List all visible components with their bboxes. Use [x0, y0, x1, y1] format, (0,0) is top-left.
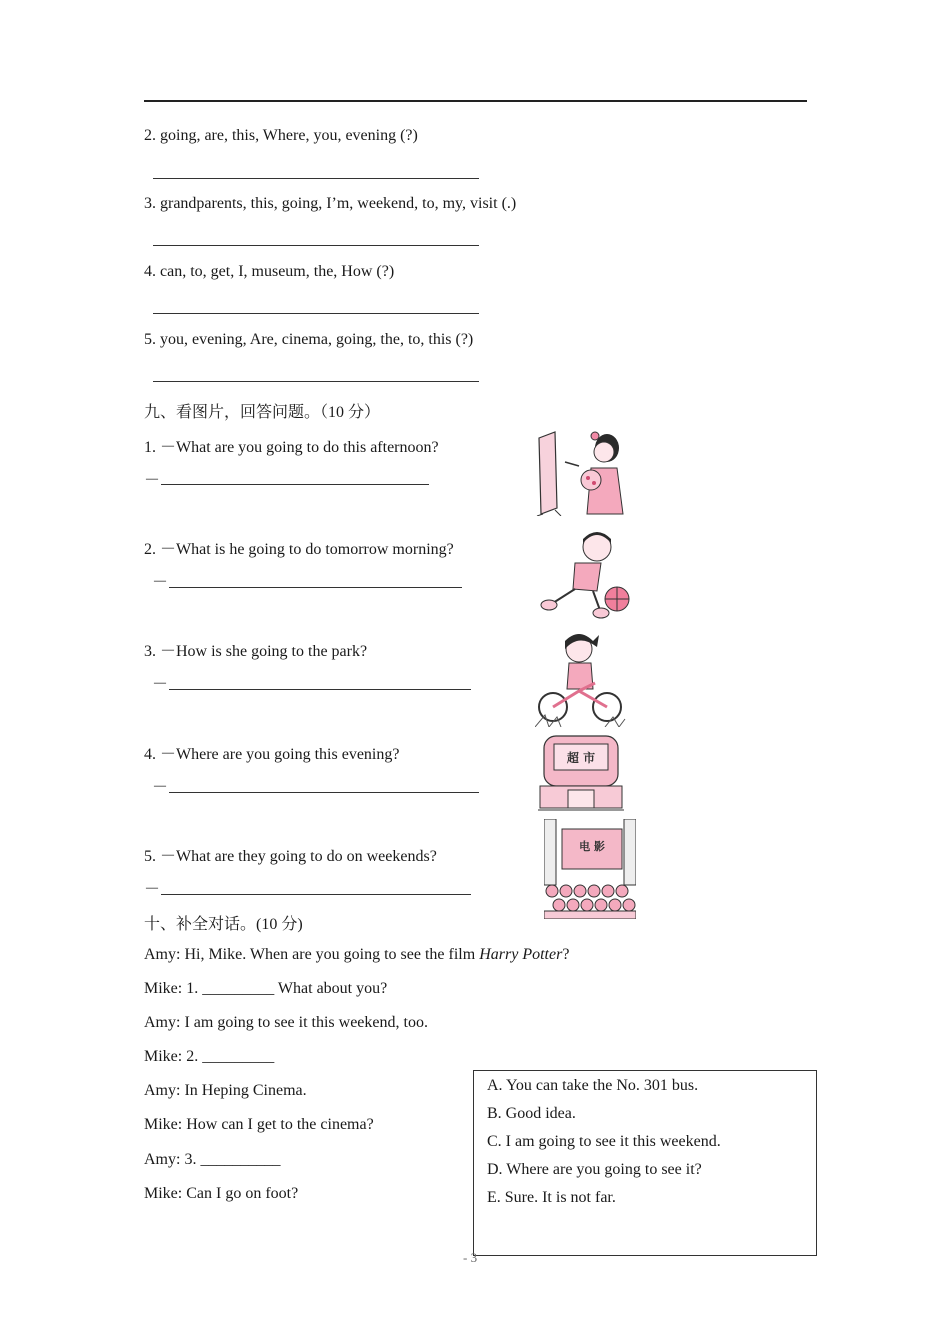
dialogue-line-5: Amy: In Heping Cinema.: [144, 1082, 307, 1099]
dialogue-line-6: Mike: How can I get to the cinema?: [144, 1116, 374, 1133]
page-number: - 3: [463, 1250, 478, 1265]
picture-answer-line-3[interactable]: [169, 689, 471, 690]
dialogue-line-8: Mike: Can I go on foot?: [144, 1185, 299, 1202]
supermarket-picture: [538, 730, 624, 812]
rearrange-question-2: 2. going, are, this, Where, you, evening (?): [144, 127, 418, 144]
cinema-sign: 电 影: [579, 840, 605, 853]
answer-line-4[interactable]: [153, 313, 479, 314]
answer-dash-5: －: [144, 881, 161, 898]
section-9-title: 九、看图片，回答问题。（10 分）: [144, 404, 381, 421]
supermarket-sign: 超 市: [566, 751, 596, 765]
dialogue-line-1: Amy: Hi, Mike. When are you going to see the film Harry Potter?: [144, 946, 570, 963]
answer-dash-2: －: [152, 574, 169, 591]
rearrange-question-3: 3. grandparents, this, going, I’m, weekend, to, my, visit (.): [144, 195, 517, 212]
picture-answer-line-4[interactable]: [169, 792, 479, 793]
answer-line-2[interactable]: [153, 178, 479, 179]
answer-line-3[interactable]: [153, 245, 479, 246]
girl-painting-picture: [535, 428, 627, 516]
answer-line-1[interactable]: [144, 100, 807, 102]
cinema-picture: [544, 819, 636, 919]
option-a: A. You can take the No. 301 bus.: [487, 1077, 699, 1094]
girl-bike-picture: [535, 627, 627, 727]
dialogue-line-4: Mike: 2. _________: [144, 1048, 275, 1065]
option-e: E. Sure. It is not far.: [487, 1189, 616, 1206]
picture-question-3: 3. －How is she going to the park?: [144, 643, 368, 660]
rearrange-question-4: 4. can, to, get, I, museum, the, How (?): [144, 263, 395, 280]
dialogue-line-2: Mike: 1. _________ What about you?: [144, 980, 388, 997]
picture-question-2: 2. －What is he going to do tomorrow morning?: [144, 541, 454, 558]
rearrange-question-5: 5. you, evening, Are, cinema, going, the, to, this (?): [144, 331, 474, 348]
section-10-title: 十、补全对话。(10 分): [144, 916, 303, 933]
answer-dash-1: －: [144, 472, 161, 489]
picture-answer-line-5[interactable]: [161, 894, 471, 895]
picture-question-1: 1. －What are you going to do this afternoon?: [144, 439, 439, 456]
options-box: [473, 1070, 817, 1256]
dialogue-line-3: Amy: I am going to see it this weekend, too.: [144, 1014, 428, 1031]
answer-dash-4: －: [152, 779, 169, 796]
dialogue-line-7: Amy: 3. __________: [144, 1151, 281, 1168]
option-d: D. Where are you going to see it?: [487, 1161, 702, 1178]
picture-answer-line-1[interactable]: [161, 484, 429, 485]
boy-basketball-picture: [535, 527, 635, 619]
answer-dash-3: －: [152, 676, 169, 693]
picture-question-4: 4. －Where are you going this evening?: [144, 746, 400, 763]
option-c: C. I am going to see it this weekend.: [487, 1133, 721, 1150]
option-b: B. Good idea.: [487, 1105, 576, 1122]
answer-line-5[interactable]: [153, 381, 479, 382]
picture-question-5: 5. －What are they going to do on weekends?: [144, 848, 437, 865]
picture-answer-line-2[interactable]: [169, 587, 462, 588]
